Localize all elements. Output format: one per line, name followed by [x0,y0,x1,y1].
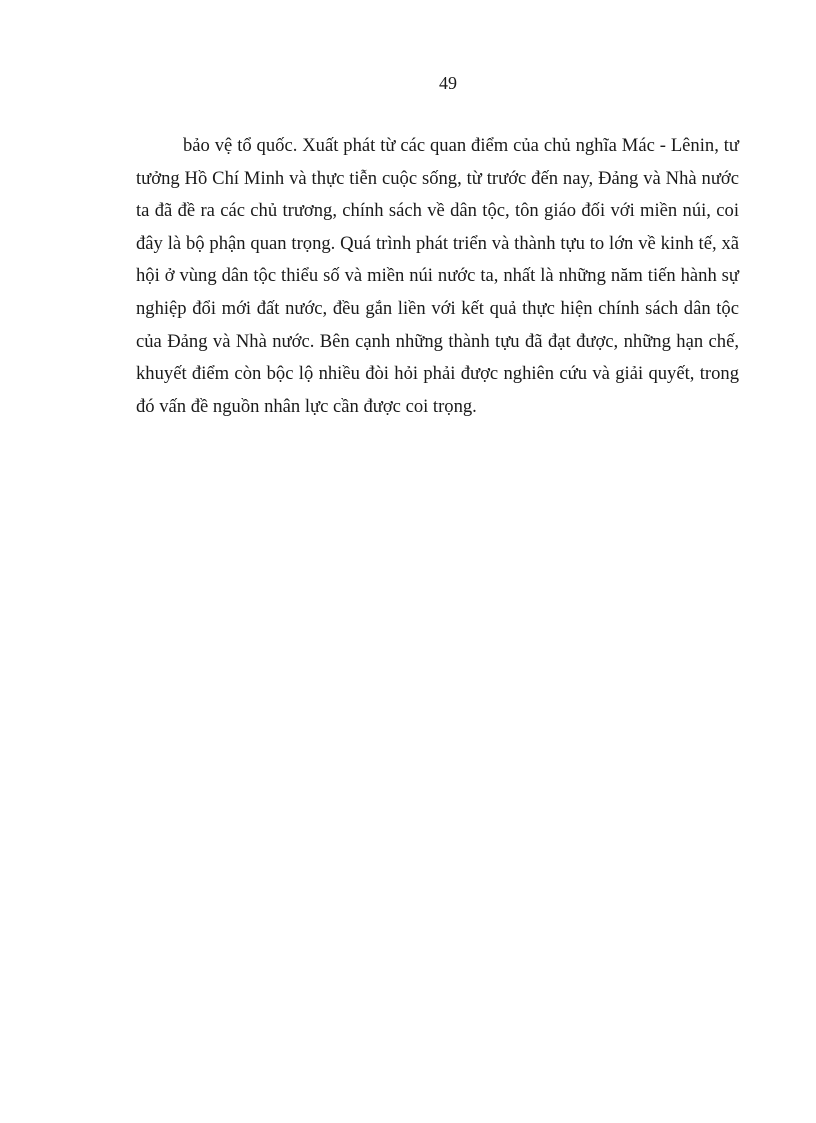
body-paragraph: bảo vệ tổ quốc. Xuất phát từ các quan điểm của chủ nghĩa Mác - Lênin, tư tưởng Hồ Chí Minh và thực tiễn cuộc sống, từ trước đến nay, Đảng và Nhà nước ta đã đề ra các chủ trương, chính sách về dân tộc, tôn giáo đối với miền núi, coi đây là bộ phận quan trọng. Quá trình phát triển và thành tựu to lớn về kinh tế, xã hội ở vùng dân tộc thiểu số và miền núi nước ta, nhất là những năm tiến hành sự nghiệp đổi mới đất nước, đều gắn liền với kết quả thực hiện chính sách dân tộc của Đảng và Nhà nước. Bên cạnh những thành tựu đã đạt được, những hạn chế, khuyết điểm còn bộc lộ nhiều đòi hỏi phải được nghiên cứu và giải quyết, trong đó vấn đề nguồn nhân lực cần được coi trọng. [136,135,739,417]
page-number: 49 [439,73,457,93]
